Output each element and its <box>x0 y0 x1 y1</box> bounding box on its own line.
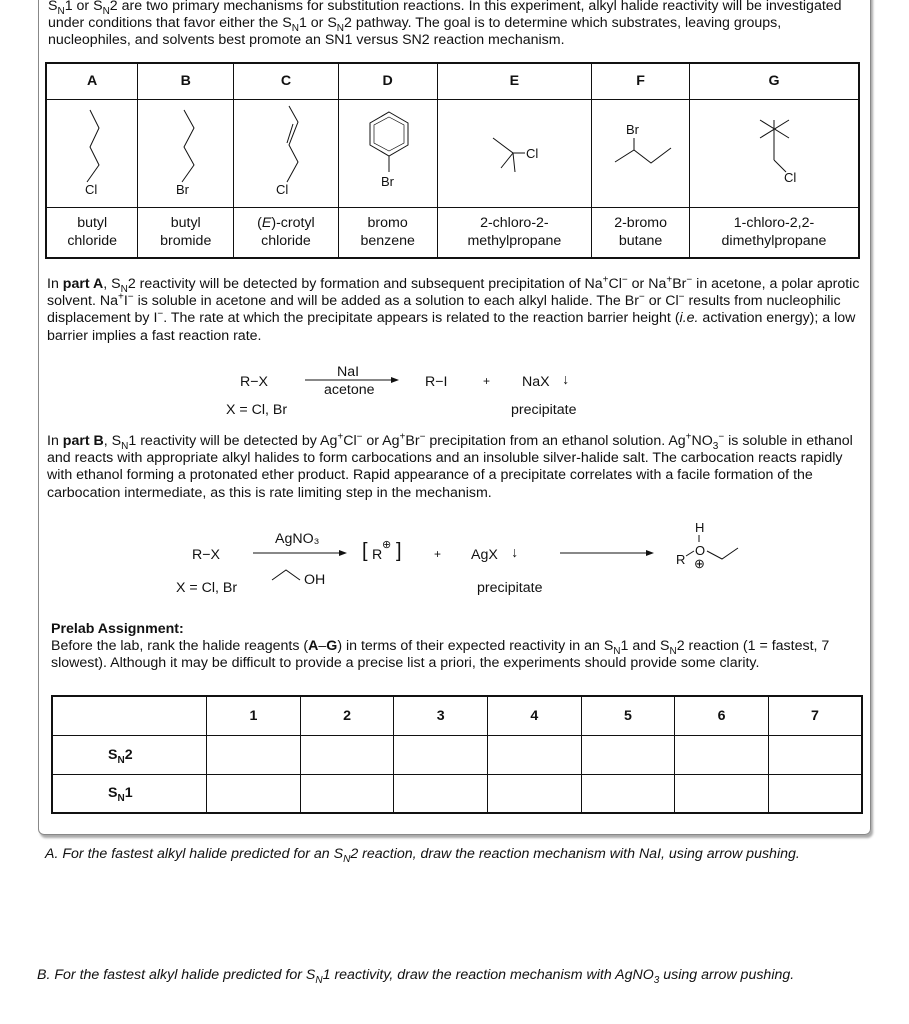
text-segment: N <box>57 5 65 17</box>
text-segment: . The rate at which the precipitate appears is related to the reaction barrier height ( <box>163 310 680 327</box>
rank-answer-cell[interactable] <box>768 774 862 813</box>
part-a-paragraph <box>47 276 872 345</box>
rank-column-header: 4 <box>487 696 581 735</box>
text-segment: i.e. <box>679 310 699 327</box>
rank-column-header: 1 <box>207 696 301 735</box>
text-segment: + <box>685 431 692 443</box>
rank-row-label: $S_N2$ <box>52 735 207 774</box>
text-segment: NO <box>691 433 713 449</box>
condition-label: X = Cl, Br <box>226 402 288 418</box>
rank-column-header: 6 <box>675 696 769 735</box>
svg-text:Br: Br <box>381 173 395 189</box>
condition-label: X = Cl, Br <box>176 580 238 596</box>
structure-G <box>690 99 860 207</box>
name-line-1: 2-chloro-2- <box>480 215 549 232</box>
precipitate-arrow-icon: ↓ <box>511 545 519 561</box>
rank-column-header: 7 <box>768 696 862 735</box>
name-line-1: butyl <box>170 215 201 232</box>
text-segment: − <box>127 291 134 303</box>
text-segment: + <box>117 291 124 303</box>
compound-name <box>338 207 437 258</box>
text-segment: using arrow pushing. <box>659 967 795 983</box>
ranking-header-row <box>52 696 862 735</box>
text-segment: + <box>337 431 344 443</box>
text-segment: 1 or S <box>298 15 337 32</box>
reactant-rx: R−X <box>240 374 268 390</box>
svg-text:⊕: ⊕ <box>694 556 705 571</box>
text-segment: activation energy); a low barrier implies a fast reaction rate. <box>47 310 856 344</box>
solvent-acetone: acetone <box>324 382 375 398</box>
question-b <box>37 967 795 986</box>
text-segment: 2 reactivity will be detected by formation and subsequent precipitation of Na <box>127 276 603 292</box>
compound-letter-row <box>46 63 859 99</box>
prelab-text <box>51 638 861 672</box>
name-line-1: (E)-crotyl <box>257 215 315 232</box>
compound-letter-B: B <box>138 63 234 99</box>
name-line-1: 2-bromo <box>614 215 668 232</box>
compound-table <box>45 62 860 259</box>
text-segment: or Na <box>627 276 667 292</box>
text-segment: N <box>120 283 128 295</box>
text-segment: + <box>602 274 609 286</box>
svg-text:Cl: Cl <box>525 145 539 161</box>
text-segment: 2 pathway. The goal is to determine which substrates, leaving groups, nucleophiles, and solvents best promote an SN1 versus SN2 reaction mechanism. <box>48 15 782 49</box>
svg-text:Cl: Cl <box>276 181 289 197</box>
text-segment: − <box>621 274 628 286</box>
svg-text:Cl: Cl <box>85 181 98 197</box>
text-segment: in acetone, a polar aprotic solvent. Na <box>47 276 860 310</box>
text-segment: part A <box>62 276 104 292</box>
text-segment: − <box>638 291 645 303</box>
rank-answer-cell[interactable] <box>581 735 675 774</box>
compound-letter-A: A <box>46 63 138 99</box>
rank-column-header <box>52 696 207 735</box>
text-segment: N <box>121 440 129 452</box>
text-segment: In <box>47 433 63 449</box>
text-segment: 1 reactivity will be detected by Ag <box>128 433 338 449</box>
reactant-rx: R−X <box>192 547 220 563</box>
rank-answer-cell[interactable] <box>394 774 488 813</box>
text-segment: In <box>47 276 63 292</box>
text-segment: N <box>613 646 621 658</box>
bracket-left: [ <box>362 540 368 562</box>
rank-answer-cell[interactable] <box>487 735 581 774</box>
precipitate-label: precipitate <box>511 402 577 418</box>
compound-name <box>138 207 234 258</box>
svg-text:Br: Br <box>625 121 639 137</box>
rank-answer-cell[interactable] <box>207 774 301 813</box>
text-segment: 2 reaction, draw the reaction mechanism with NaI, using arrow pushing. <box>350 846 800 862</box>
reagent-nai: NaI <box>337 364 360 380</box>
svg-text:H: H <box>695 520 705 535</box>
text-segment: 1 reactivity, draw the reaction mechanism with AgNO <box>322 967 654 983</box>
text-segment: N <box>343 853 351 865</box>
name-line-2: bromide <box>160 233 212 250</box>
plus-sign: + <box>434 547 442 561</box>
text-segment: 2 reaction (1 = fastest, 7 slowest). Although it may be difficult to provide a precise list a priori, the experiments should provide some clarity. <box>51 638 830 672</box>
structure-B <box>138 99 234 207</box>
text-segment: − <box>419 431 426 443</box>
rank-answer-cell[interactable] <box>581 774 675 813</box>
rank-column-header: 3 <box>394 696 488 735</box>
text-segment: , S <box>103 433 122 449</box>
compound-name <box>437 207 592 258</box>
product-ri: R−I <box>425 374 448 390</box>
reaction-arrow <box>560 548 655 558</box>
text-segment: − <box>686 274 693 286</box>
text-segment: or Ag <box>362 433 400 449</box>
salt-nax: NaX <box>522 374 550 390</box>
ranking-row-sn2 <box>52 735 862 774</box>
text-segment: S <box>48 0 58 14</box>
rank-column-header: 5 <box>581 696 675 735</box>
compound-letter-C: C <box>234 63 339 99</box>
rank-answer-cell[interactable] <box>675 774 769 813</box>
compound-name <box>592 207 690 258</box>
text-segment: 3 <box>712 440 719 452</box>
name-line-1: 1-chloro-2,2- <box>733 215 815 232</box>
part-b-paragraph <box>47 433 867 502</box>
text-segment: − <box>718 431 725 443</box>
text-segment: + <box>399 431 406 443</box>
text-segment: is soluble in ethanol and reacts with appropriate alkyl halides to form carbocations and an insoluble silver-halide salt. The carbocation reacts rapidly with ethanol forming a protonated ether product. Rapid appearance of a precipitate correlates with a facile formation of the carbocation intermediate, as this is rate limiting step in the mechanism. <box>47 433 853 501</box>
rank-answer-cell[interactable] <box>300 735 394 774</box>
text-segment: B. For the fastest alkyl halide predicted for S <box>37 967 316 983</box>
text-segment: 1 and S <box>620 638 670 655</box>
text-segment: − <box>356 431 363 443</box>
reagent-agno3: AgNO₃ <box>275 531 320 547</box>
text-segment: + <box>666 274 673 286</box>
compound-letter-F: F <box>592 63 690 99</box>
compound-name <box>234 207 339 258</box>
compound-name <box>690 207 860 258</box>
text-segment: 2 are two primary mechanisms for substitution reactions. In this experiment, alkyl halide reactivity will be investigated under conditions that favor either the S <box>48 0 842 32</box>
structure-C <box>234 99 339 207</box>
text-segment: part B <box>62 433 104 449</box>
compound-letter-D: D <box>338 63 437 99</box>
rank-row-label: $S_N1$ <box>52 774 207 813</box>
intro-paragraph <box>48 0 848 50</box>
structure-D <box>338 99 437 207</box>
ranking-row-sn1 <box>52 774 862 813</box>
salt-agx: AgX <box>471 547 498 563</box>
compound-letter-G: G <box>690 63 860 99</box>
precipitate-label: precipitate <box>477 580 543 596</box>
text-segment: G <box>326 638 338 655</box>
svg-text:Cl: Cl <box>784 169 797 185</box>
text-segment: − <box>678 291 685 303</box>
text-segment: N <box>336 23 345 35</box>
bracket-right: ] <box>396 540 402 562</box>
name-line-2: chloride <box>67 233 118 250</box>
text-segment: Br <box>672 276 687 292</box>
name-line-2: dimethylpropane <box>721 233 827 250</box>
name-line-2: benzene <box>360 233 415 250</box>
positive-charge-icon: ⊕ <box>382 539 392 551</box>
compound-letter-E: E <box>437 63 592 99</box>
text-segment: N <box>315 974 323 986</box>
ethanol-oh: OH <box>304 572 326 588</box>
name-line-1: butyl <box>77 215 108 232</box>
name-line-1: bromo <box>367 215 408 232</box>
svg-text:O: O <box>695 543 706 558</box>
prelab-title: Prelab Assignment: <box>51 621 184 637</box>
text-segment: I <box>123 293 128 310</box>
text-segment: Cl <box>608 276 622 292</box>
structure-E <box>437 99 592 207</box>
protonated-ether-structure <box>670 518 745 573</box>
question-a <box>45 846 800 865</box>
text-segment: results from nucleophilic displacement by I <box>47 293 841 327</box>
text-segment: is soluble in acetone and will be added as a solution to each alkyl halide. The Br <box>133 293 639 310</box>
text-segment: , S <box>103 276 121 292</box>
svg-text:R: R <box>676 552 686 567</box>
text-segment: A. For the fastest alkyl halide predicted for an S <box>45 846 344 862</box>
name-line-2: chloride <box>261 233 311 250</box>
compound-structure-row <box>46 99 859 207</box>
text-segment: precipitation from an ethanol solution. Ag <box>425 433 686 449</box>
text-segment: ) in terms of their expected reactivity in an S <box>337 638 614 655</box>
rank-answer-cell[interactable] <box>207 735 301 774</box>
text-segment: – <box>318 638 327 655</box>
precipitate-arrow-icon: ↓ <box>562 372 570 388</box>
text-segment: − <box>157 308 164 320</box>
text-segment: Cl <box>343 433 357 449</box>
compound-name-row <box>46 207 859 258</box>
svg-text:Br: Br <box>175 181 189 197</box>
compound-name <box>46 207 138 258</box>
text-segment: N <box>669 646 677 658</box>
structure-A <box>46 99 138 207</box>
name-line-2: methylpropane <box>467 233 562 250</box>
rank-answer-cell[interactable] <box>300 774 394 813</box>
reaction-arrow <box>253 548 348 558</box>
prelab-section <box>51 621 861 673</box>
text-segment: or Cl <box>644 293 679 310</box>
text-segment: N <box>102 5 110 17</box>
rank-column-header: 2 <box>300 696 394 735</box>
rank-answer-cell[interactable] <box>487 774 581 813</box>
rank-answer-cell[interactable] <box>768 735 862 774</box>
rank-answer-cell[interactable] <box>675 735 769 774</box>
text-segment: 1 or S <box>64 0 103 14</box>
carbocation-r: R <box>372 547 383 563</box>
rank-answer-cell[interactable] <box>394 735 488 774</box>
structure-F <box>592 99 690 207</box>
text-segment: N <box>291 23 299 35</box>
plus-sign: + <box>483 374 491 388</box>
text-segment: A <box>308 638 319 655</box>
text-segment: 3 <box>653 974 660 986</box>
text-segment: Before the lab, rank the halide reagents ( <box>51 638 309 655</box>
name-line-2: butane <box>618 233 663 250</box>
text-segment: Br <box>405 433 420 449</box>
ethanol-structure <box>270 566 305 582</box>
ranking-table <box>51 695 863 814</box>
